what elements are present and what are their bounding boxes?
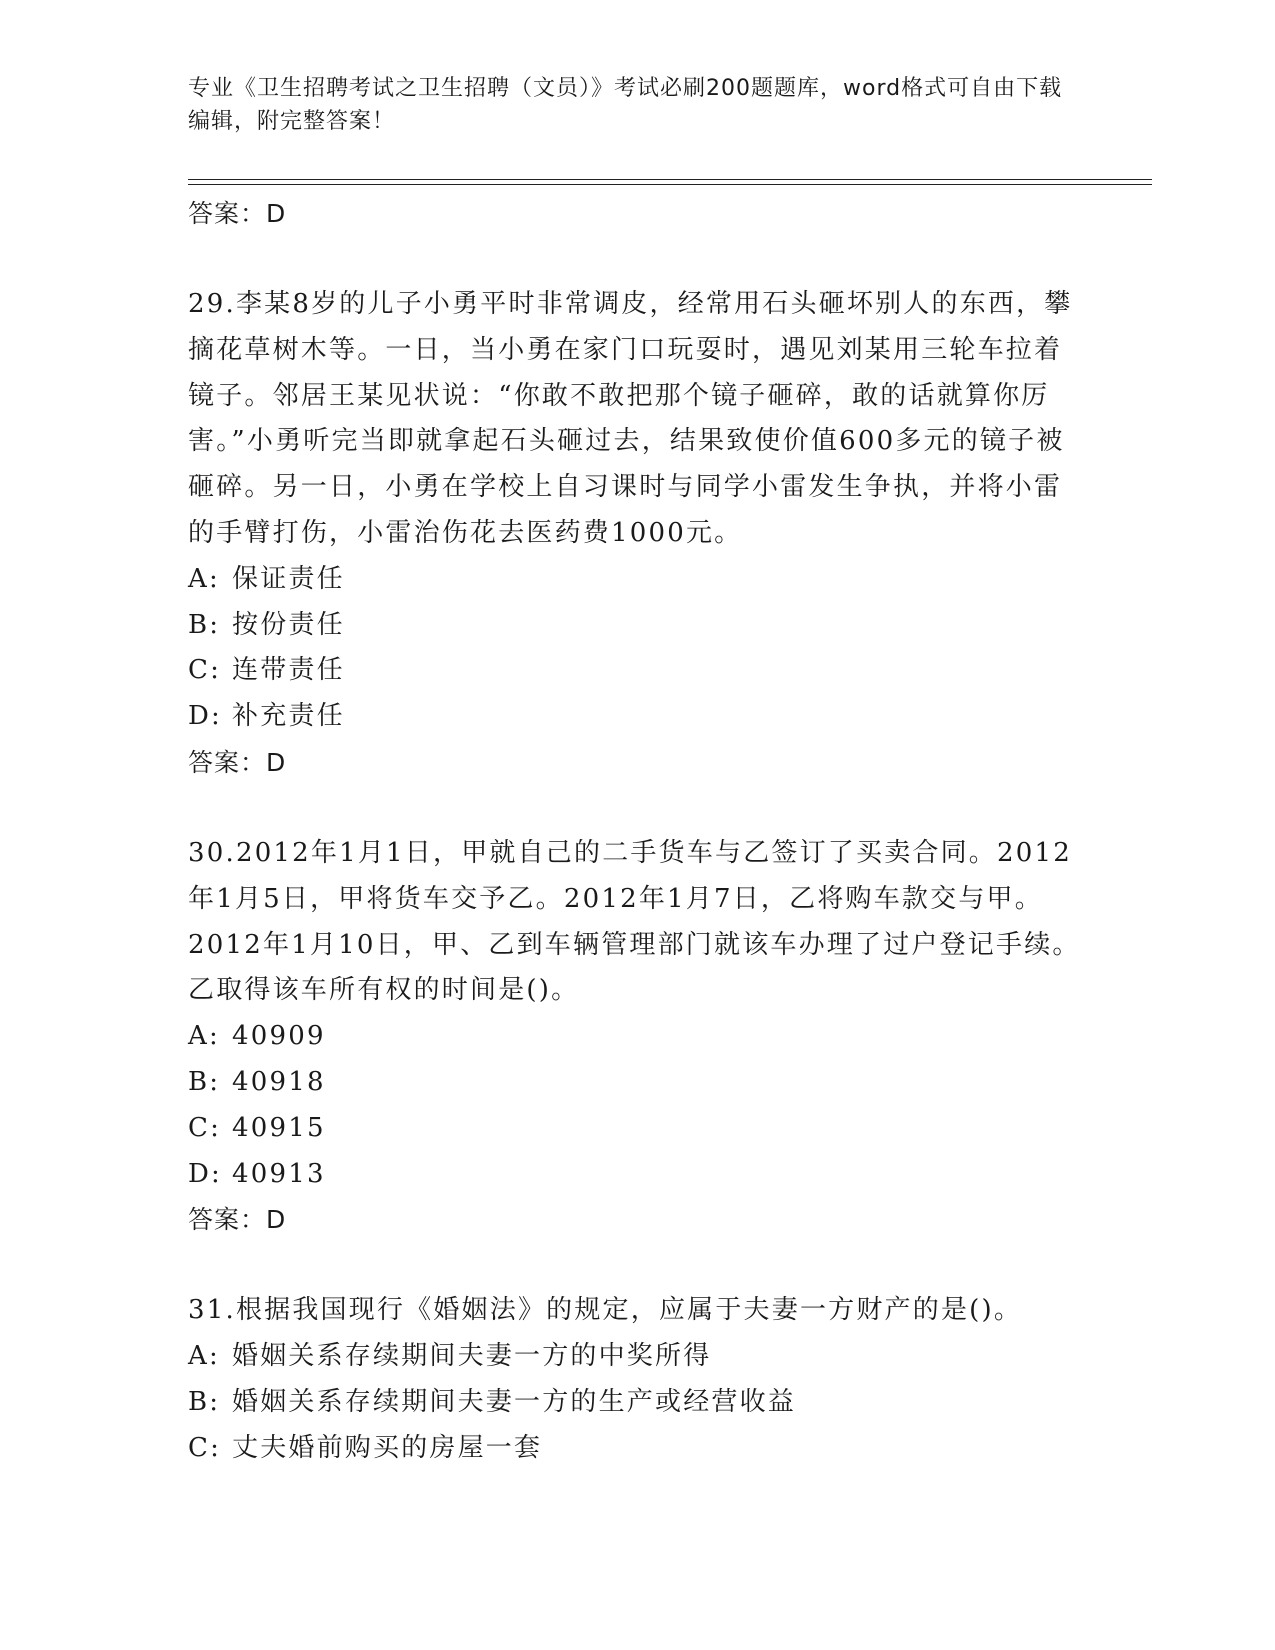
question-text: 29.李某8岁的儿子小勇平时非常调皮，经常用石头砸坏别人的东西，攀摘花草树木等。一日，当小勇在家门口玩耍时，遇见刘某用三轮车拉着镜子。邻居王某见状说：“你敢不敢把那个镜子砸碎，敢的话就算你厉害。”小勇听完当即就拿起石头砸过去，结果致使价值600多元的镜子被砸碎。另一日，小勇在学校上自习课时与同学小雷发生争执，并将小雷的手臂打伤，小雷治伤花去医药费1000元。 xyxy=(188,289,1073,548)
header-divider xyxy=(188,184,1152,185)
option-letter: B: xyxy=(188,609,221,640)
option-letter: A: xyxy=(188,1341,220,1372)
option-text: 补充责任 xyxy=(232,701,345,732)
option-letter: C: xyxy=(188,1112,222,1143)
option-letter: B: xyxy=(188,1066,221,1097)
block-spacer xyxy=(188,1243,1088,1288)
option-letter: B: xyxy=(188,1386,221,1417)
question-block-31 xyxy=(188,1288,1088,1471)
option-a xyxy=(188,1014,1088,1060)
option-letter: C: xyxy=(188,655,222,686)
header-text: 专业《卫生招聘考试之卫生招聘（文员）》考试必刷200题题库，word格式可自由下载编辑，附完整答案！ xyxy=(188,76,1063,134)
option-text: 按份责任 xyxy=(232,609,345,640)
option-d xyxy=(188,694,1088,740)
option-text: 保证责任 xyxy=(232,563,345,594)
option-letter: D: xyxy=(188,1158,223,1189)
option-text: 40913 xyxy=(232,1158,326,1189)
answer-line: 答案：D xyxy=(188,747,287,777)
header-divider xyxy=(188,179,1152,180)
option-text: 婚姻关系存续期间夫妻一方的生产或经营收益 xyxy=(232,1386,797,1417)
option-letter: D: xyxy=(188,701,223,732)
option-text: 婚姻关系存续期间夫妻一方的中奖所得 xyxy=(232,1341,712,1372)
document-header xyxy=(188,72,1068,138)
document-body xyxy=(188,191,1088,1472)
option-text: 40915 xyxy=(232,1112,326,1143)
option-b xyxy=(188,1060,1088,1106)
question-block-29 xyxy=(188,282,1088,786)
option-d xyxy=(188,1152,1088,1198)
block-spacer xyxy=(188,786,1088,831)
option-text: 40918 xyxy=(232,1066,326,1097)
option-a xyxy=(188,1334,1088,1380)
option-letter: A: xyxy=(188,1021,220,1052)
option-c xyxy=(188,648,1088,694)
option-text: 40909 xyxy=(232,1021,326,1052)
question-block-30 xyxy=(188,831,1088,1243)
option-b xyxy=(188,603,1088,649)
option-text: 丈夫婚前购买的房屋一套 xyxy=(232,1432,543,1463)
question-text: 30.2012年1月1日，甲就自己的二手货车与乙签订了买卖合同。2012年1月5日，甲将货车交予乙。2012年1月7日，乙将购车款交与甲。2012年1月10日，甲、乙到车辆管理部门就该车办理了过户登记手续。乙取得该车所有权的时间是()。 xyxy=(188,837,1081,1006)
option-c xyxy=(188,1106,1088,1152)
question-text: 31.根据我国现行《婚姻法》的规定，应属于夫妻一方财产的是()。 xyxy=(188,1295,1023,1326)
option-letter: A: xyxy=(188,563,220,594)
option-text: 连带责任 xyxy=(232,655,345,686)
option-a xyxy=(188,557,1088,603)
option-letter: C: xyxy=(188,1432,222,1463)
option-c xyxy=(188,1426,1088,1472)
option-b xyxy=(188,1380,1088,1426)
block-spacer xyxy=(188,237,1088,282)
answer-line: 答案：D xyxy=(188,1205,287,1235)
answer-line: 答案：D xyxy=(188,199,287,228)
